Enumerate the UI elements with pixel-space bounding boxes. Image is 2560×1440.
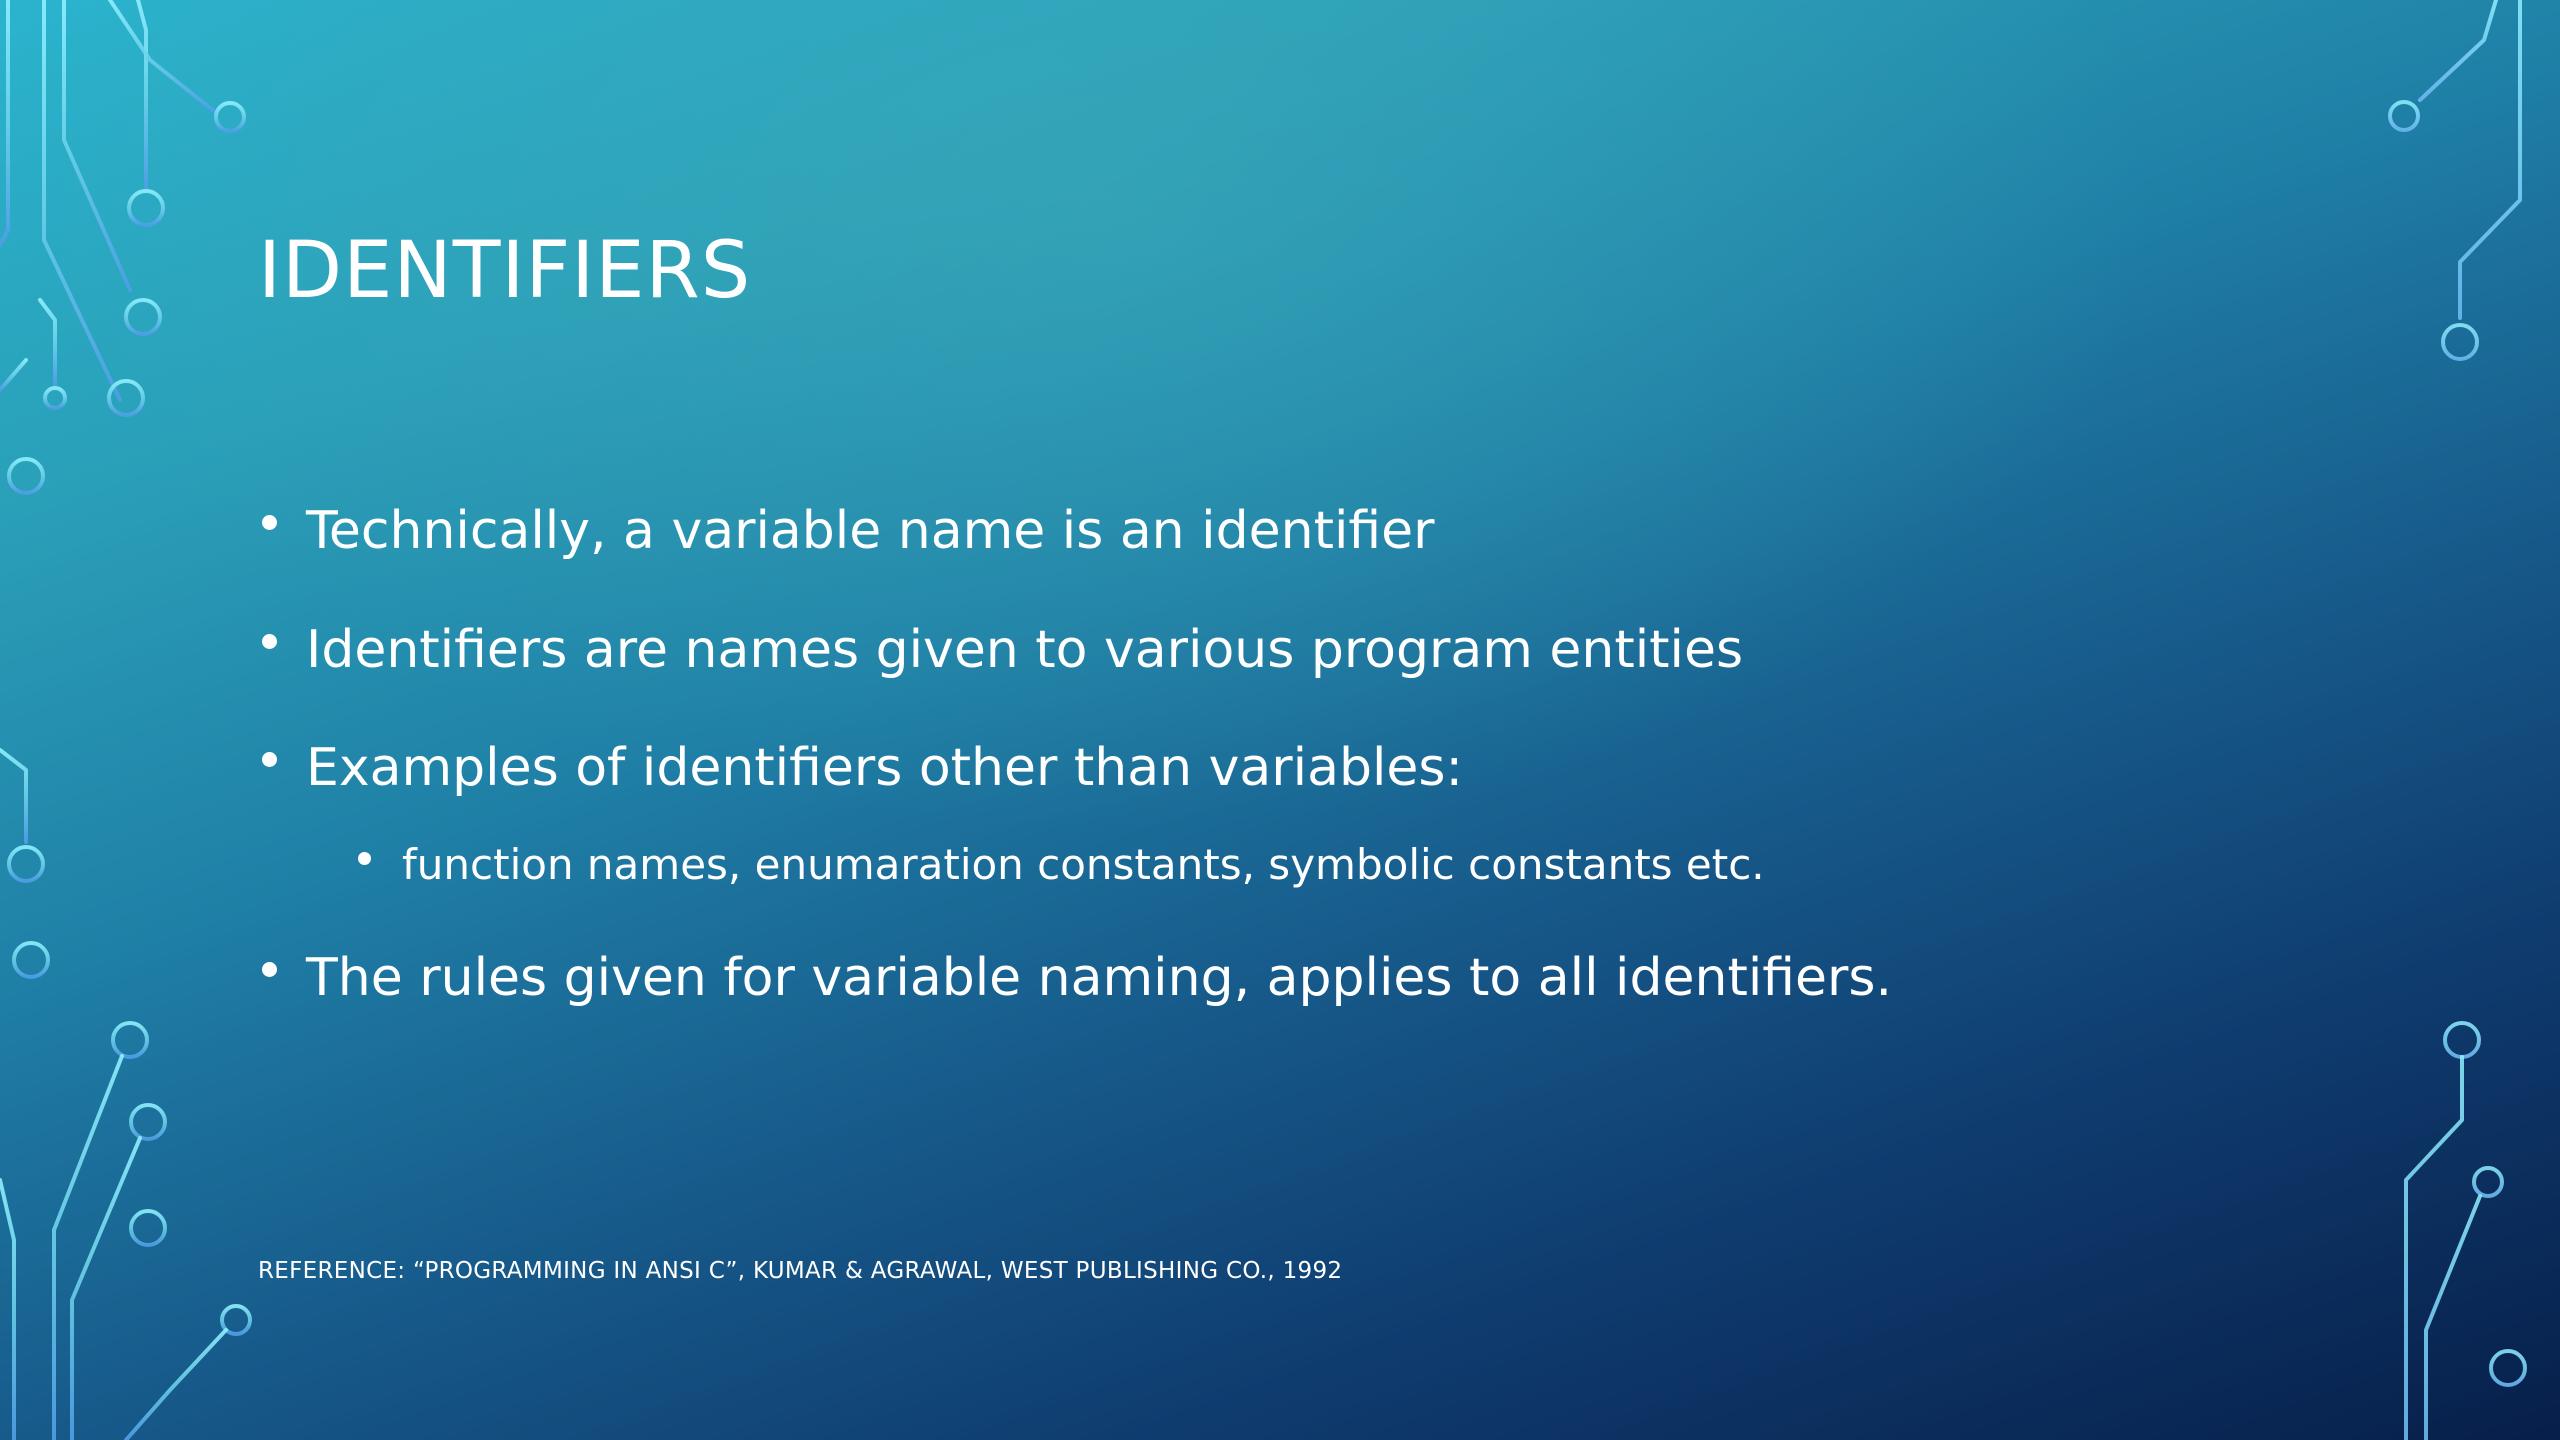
reference-footnote: REFERENCE: “PROGRAMMING IN ANSI C”, KUMAR & AGRAWAL, WEST PUBLISHING CO., 1992 — [258, 1258, 1343, 1284]
right-bottom-circuit — [2406, 1023, 2525, 1440]
bullet-item — [258, 948, 1893, 1008]
bullet-dot-icon — [262, 962, 277, 977]
sub-bullet-text: function names, enumaration constants, symbolic constants etc. — [402, 840, 1765, 889]
bullet-dot-icon — [262, 515, 277, 530]
sub-bullet-item — [354, 840, 1765, 889]
bullet-item — [258, 738, 1463, 798]
bullet-dot-icon — [262, 752, 277, 767]
bullet-text: Technically, a variable name is an identifier — [306, 501, 1435, 561]
bullet-dot-icon — [358, 852, 371, 865]
left-mid-circuit — [0, 750, 43, 881]
left-bottom-circuit — [0, 943, 250, 1440]
bullet-text: Identifiers are names given to various program entities — [306, 620, 1744, 680]
bullet-dot-icon — [262, 634, 277, 649]
left-top-circuit — [0, 0, 244, 493]
bullet-text: The rules given for variable naming, applies to all identifiers. — [306, 948, 1893, 1008]
bullet-item — [258, 620, 1744, 680]
bullet-text: Examples of identifiers other than variables: — [306, 738, 1463, 798]
right-top-circuit — [2390, 0, 2520, 359]
bullet-item — [258, 501, 1435, 561]
slide-title: IDENTIFIERS — [258, 226, 752, 316]
